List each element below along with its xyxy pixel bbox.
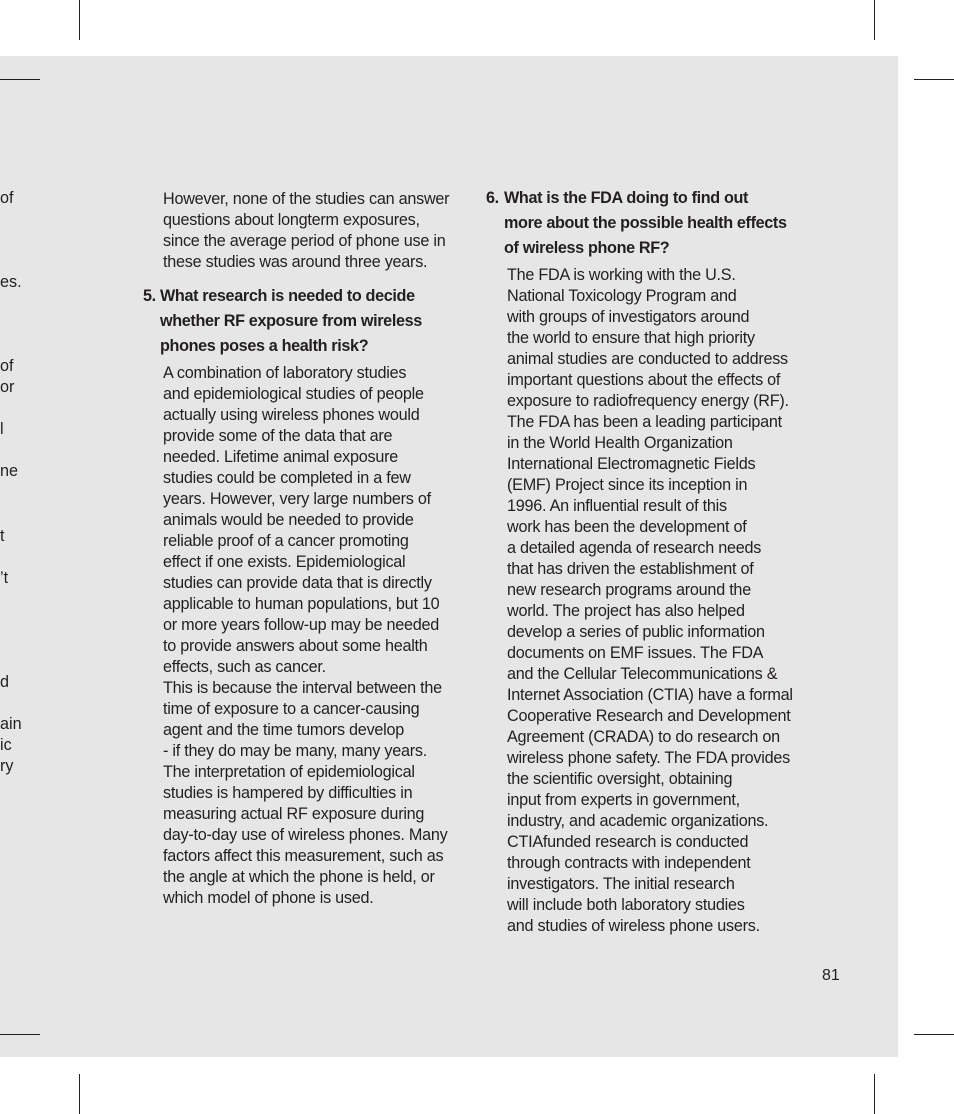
answer-6-line: new research programs around the: [507, 581, 751, 599]
question-6-line: What is the FDA doing to find out: [504, 189, 749, 207]
question-5-line: whether RF exposure from wireless: [160, 312, 422, 330]
question-6-line: of wireless phone RF?: [504, 239, 670, 257]
answer-6-line: world. The project has also helped: [507, 602, 745, 620]
question-6-heading: [486, 186, 816, 261]
edge-fragment: or: [0, 378, 15, 396]
answer-5-line: animals would be needed to provide: [163, 511, 414, 529]
answer-5-line: The interpretation of epidemiological: [163, 763, 415, 781]
answer-5-line: time of exposure to a cancer-causing: [163, 700, 420, 718]
answer-6-line: input from experts in government,: [507, 791, 740, 809]
answer-6-paragraph: [486, 265, 816, 937]
edge-fragment: of: [0, 189, 14, 207]
answer-6-line: animal studies are conducted to address: [507, 350, 788, 368]
question-5-number: 5.: [143, 287, 156, 305]
answer-5-line: to provide answers about some health: [163, 637, 428, 655]
answer-5-line: effects, such as cancer.: [163, 658, 326, 676]
question-5-line: What research is needed to decide: [160, 287, 415, 305]
answer-5-line: years. However, very large numbers of: [163, 490, 431, 508]
answer-5-line: reliable proof of a cancer promoting: [163, 532, 409, 550]
question-5-line: phones poses a health risk?: [160, 337, 369, 355]
page-number: 81: [822, 967, 840, 984]
answer-5-line: the angle at which the phone is held, or: [163, 868, 435, 886]
answer-5-line: and epidemiological studies of people: [163, 385, 424, 403]
answer-5-line: needed. Lifetime animal exposure: [163, 448, 398, 466]
answer-6-line: investigators. The initial research: [507, 875, 735, 893]
answer-5-line: studies is hampered by difficulties in: [163, 784, 413, 802]
crop-mark-right-bottom: [914, 1034, 954, 1035]
question-6-text: [504, 186, 816, 261]
answer-6-line: CTIAfunded research is conducted: [507, 833, 749, 851]
crop-mark-left-bottom: [0, 1034, 40, 1035]
column-left: [143, 189, 473, 909]
answer-6-line: and the Cellular Telecommunications &: [507, 665, 778, 683]
edge-fragment: ic: [0, 736, 12, 754]
answer-6-line: will include both laboratory studies: [507, 896, 745, 914]
answer-6-line: (EMF) Project since its inception in: [507, 476, 748, 494]
edge-fragment: of: [0, 357, 14, 375]
edge-fragment: d: [0, 673, 10, 691]
crop-mark-bottom-right: [874, 1074, 875, 1114]
answer-5-line: or more years follow-up may be needed: [163, 616, 439, 634]
crop-mark-top-left: [79, 0, 80, 40]
answer-6-line: wireless phone safety. The FDA provides: [507, 749, 790, 767]
answer-6-line: the scientific oversight, obtaining: [507, 770, 733, 788]
answer-6-line: National Toxicology Program and: [507, 287, 737, 305]
edge-fragment: t: [0, 527, 5, 545]
answer-6-line: 1996. An influential result of this: [507, 497, 727, 515]
answer-5-line: applicable to human populations, but 10: [163, 595, 440, 613]
answer-6-line: through contracts with independent: [507, 854, 751, 872]
crop-mark-left-top: [0, 79, 40, 80]
crop-mark-bottom-left: [79, 1074, 80, 1114]
answer-5-line: day-to-day use of wireless phones. Many: [163, 826, 448, 844]
answer-6-line: The FDA is working with the U.S.: [507, 266, 736, 284]
question-5-text: [160, 284, 473, 359]
question-5-heading: [143, 284, 473, 359]
crop-mark-top-right: [874, 0, 875, 40]
answer-6-line: exposure to radiofrequency energy (RF).: [507, 392, 789, 410]
answer-5-line: agent and the time tumors develop: [163, 721, 405, 739]
answer-5-line: actually using wireless phones would: [163, 406, 420, 424]
answer-6-line: International Electromagnetic Fields: [507, 455, 756, 473]
answer-5-line: studies can provide data that is directly: [163, 574, 432, 592]
answer-6-line: documents on EMF issues. The FDA: [507, 644, 764, 662]
answer-6-line: develop a series of public information: [507, 623, 765, 641]
intro-paragraph: [143, 189, 473, 273]
answer-6-line: industry, and academic organizations.: [507, 812, 769, 830]
answer-6-line: the world to ensure that high priority: [507, 329, 755, 347]
answer-6-line: The FDA has been a leading participant: [507, 413, 782, 431]
question-6-line: more about the possible health effects: [504, 214, 787, 232]
answer-6-line: Cooperative Research and Development: [507, 707, 791, 725]
crop-mark-right-top: [914, 79, 954, 80]
intro-line: questions about longterm exposures,: [163, 211, 420, 229]
answer-6-line: in the World Health Organization: [507, 434, 733, 452]
answer-5-line: This is because the interval between the: [163, 679, 442, 697]
answer-5-paragraph: [143, 363, 473, 909]
intro-line: However, none of the studies can answer: [163, 190, 450, 208]
answer-5-line: effect if one exists. Epidemiological: [163, 553, 406, 571]
answer-5-line: provide some of the data that are: [163, 427, 393, 445]
answer-6-line: with groups of investigators around: [507, 308, 750, 326]
answer-5-line: - if they do may be many, many years.: [163, 742, 427, 760]
intro-line: since the average period of phone use in: [163, 232, 446, 250]
answer-6-line: Agreement (CRADA) to do research on: [507, 728, 780, 746]
answer-6-line: that has driven the establishment of: [507, 560, 754, 578]
answer-6-line: Internet Association (CTIA) have a formal: [507, 686, 793, 704]
edge-fragment: es.: [0, 273, 22, 291]
column-right: [486, 186, 816, 937]
answer-5-line: measuring actual RF exposure during: [163, 805, 425, 823]
answer-6-line: a detailed agenda of research needs: [507, 539, 762, 557]
answer-6-line: and studies of wireless phone users.: [507, 917, 760, 935]
answer-5-line: which model of phone is used.: [163, 889, 374, 907]
intro-line: these studies was around three years.: [163, 253, 428, 271]
answer-5-line: studies could be completed in a few: [163, 469, 411, 487]
answer-6-line: work has been the development of: [507, 518, 747, 536]
edge-fragment: ne: [0, 462, 19, 480]
answer-6-line: important questions about the effects of: [507, 371, 781, 389]
question-6-number: 6.: [486, 189, 499, 207]
edge-fragment: ry: [0, 757, 14, 775]
edge-fragment: ain: [0, 715, 22, 733]
answer-5-line: A combination of laboratory studies: [163, 364, 407, 382]
edge-fragment: l: [0, 420, 4, 438]
edge-fragment: ’t: [0, 569, 9, 587]
answer-5-line: factors affect this measurement, such as: [163, 847, 444, 865]
